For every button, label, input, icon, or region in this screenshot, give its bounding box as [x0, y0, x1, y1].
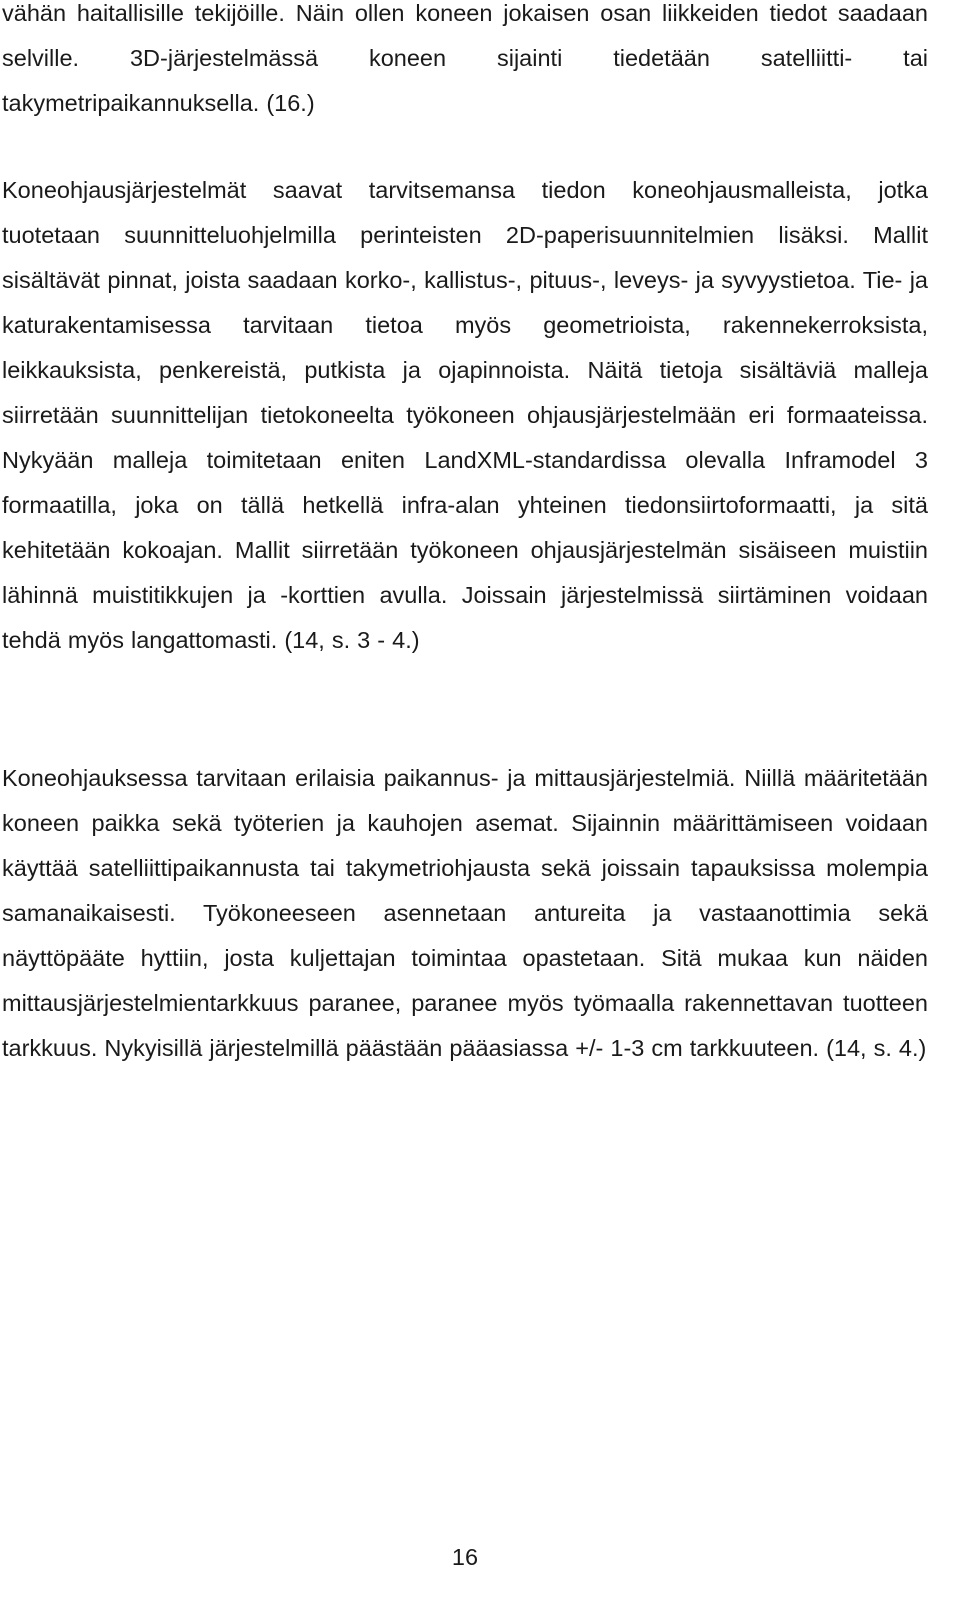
paragraph-continuation: vähän haitallisille tekijöille. Näin ollen koneen jokaisen osan liikkeiden tiedot saadaan selville. 3D-järjestelmässä koneen sijainti tiedetään satelliitti- tai takymetripaikannuksella. (16.)	[2, 0, 928, 116]
paragraph-machine-control-models: Koneohjausjärjestelmät saavat tarvitsemansa tiedon koneohjausmalleista, jotka tuotetaan suunnitteluohjelmilla perinteisten 2D-paperisuunnitelmien lisäksi. Mallit sisältävät pinnat, joista saadaan korko-, kallistus-, pituus-, leveys- ja syvyystietoa. Tie- ja katurakentamisessa tarvitaan tietoa myös geometrioista, rakennekerroksista, leikkauksista, penkereistä, putkista ja ojapinnoista. Näitä tietoja sisältäviä malleja siirretään suunnittelijan tietokoneelta työkoneen ohjausjärjestelmään eri formaateissa. Nykyään malleja toimitetaan eniten LandXML-standardissa olevalla Inframodel 3 formaatilla, joka on tällä hetkellä infra-alan yhteinen tiedonsiirtoformaatti, ja sitä kehitetään kokoajan. Mallit siirretään työkoneen ohjausjärjestelmän sisäiseen muistiin lähinnä muistitikkujen ja -korttien avulla. Joissain järjestelmissä siirtäminen voidaan tehdä myös langattomasti. (14, s. 3 - 4.)	[2, 177, 928, 653]
page-number: 16	[451, 1544, 479, 1570]
paragraph-positioning-systems: Koneohjauksessa tarvitaan erilaisia paikannus- ja mittausjärjestelmiä. Niillä määritetään koneen paikka sekä työterien ja kauhojen asemat. Sijainnin määrittämiseen voidaan käyttää satelliittipaikannusta tai takymetriohjausta sekä joissain tapauksissa molempia samanaikaisesti. Työkoneeseen asennetaan antureita ja vastaanottimia sekä näyttöpääte hyttiin, josta kuljettajan toimintaa opastetaan. Sitä mukaa kun näiden mittausjärjestelmientarkkuus paranee, paranee myös työmaalla rakennettavan tuotteen tarkkuus. Nykyisillä järjestelmillä päästään pääasiassa +/- 1-3 cm tarkkuuteen. (14, s. 4.)	[2, 765, 928, 1061]
